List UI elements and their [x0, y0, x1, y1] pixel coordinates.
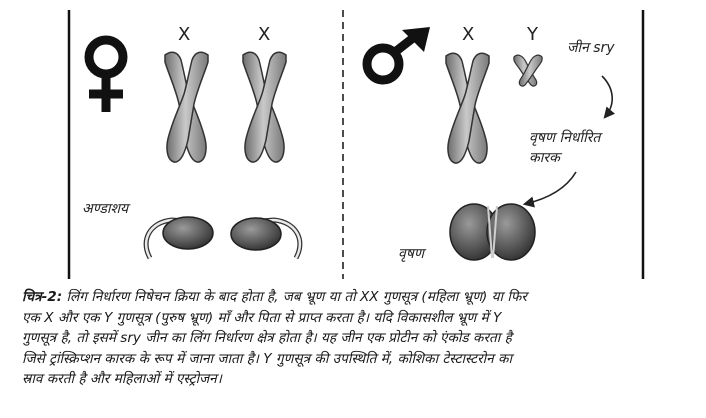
male-symbol-icon: [367, 38, 413, 80]
figure-caption: [22, 287, 692, 390]
x-chromosome-female-1: [165, 52, 208, 162]
x-chromosome-male: [446, 53, 489, 163]
sry-to-factor-arrow: [602, 76, 612, 117]
caption-line-1: लिंग निर्धारण निषेचन क्रिया के बाद होता है, जब भ्रूण या तो XX गुणसूत्र (महिला भ्रूण) या फिर: [66, 289, 527, 305]
y-chromosome: [514, 55, 542, 86]
female-chromosome-label-1: X: [178, 24, 191, 45]
ovary-label: अण्डाशय: [82, 201, 129, 217]
testes-icon: [450, 204, 535, 260]
ovary-right-icon: [231, 218, 300, 258]
male-chromosome-label-x: X: [462, 24, 475, 45]
caption-prefix: चित्र-2:: [22, 289, 63, 305]
factor-to-testes-arrow: [525, 172, 576, 204]
caption-line-5: स्राव करती है और महिलाओं में एस्ट्रोजन।: [22, 371, 222, 387]
female-symbol-icon: [89, 40, 123, 112]
caption-line-3: गुणसूत्र है, तो इसमें sry जीन का लिंग निर्धारण क्षेत्र होता है। यह जीन एक प्रोटीन को एंकोड करता है: [22, 330, 512, 346]
x-chromosome-female-2: [243, 52, 286, 162]
caption-line-4: जिसे ट्रांस्क्रिप्शन कारक के रूप में जाना जाता है। Y गुणसूत्र की उपस्थिति में, कोशिका टेस्टास्टरोन का: [22, 350, 513, 367]
testes-label: वृषण: [398, 246, 424, 262]
male-chromosome-label-y: Y: [527, 24, 538, 45]
female-chromosome-label-2: X: [258, 24, 271, 45]
ovary-left-icon: [146, 217, 213, 258]
sry-gene-label: जीन sry: [567, 40, 615, 56]
testis-determining-factor-label-line2: कारक: [529, 150, 560, 166]
caption-line-2: एक X और एक Y गुणसूत्र (पुरुष भ्रूण) माँ और पिता से प्राप्त करता है। यदि विकासशील भ्रूण में Y: [22, 309, 502, 326]
testis-determining-factor-label-line1: वृषण निर्धारित: [529, 130, 601, 146]
